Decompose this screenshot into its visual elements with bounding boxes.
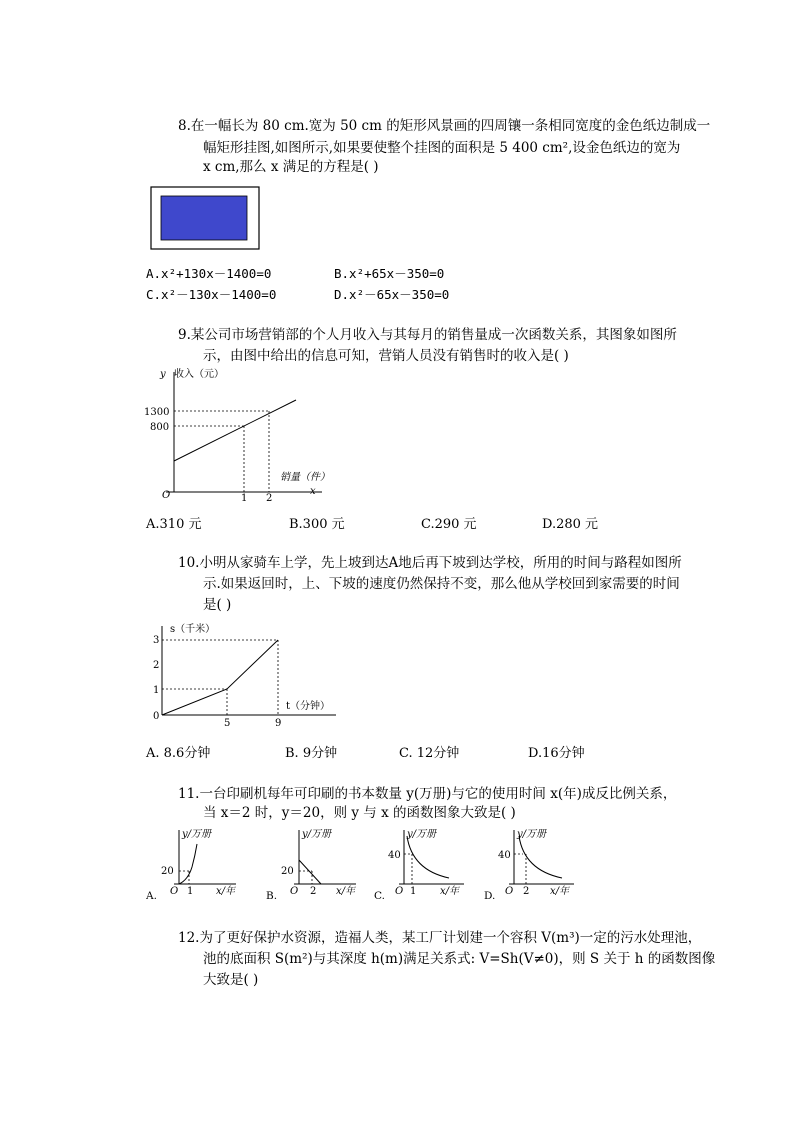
q11-graph-a-letter: A. bbox=[146, 890, 157, 902]
q11-graph-a-y-tick: 20 bbox=[161, 866, 174, 877]
q11-graph-d-x-label: x/年 bbox=[550, 886, 570, 897]
q12-line1: 12.为了更好保护水资源，造福人类，某工厂计划建一个容积 V(m³)一定的污水处理池， bbox=[178, 930, 702, 946]
q11-graph-b-y-label: y/万册 bbox=[302, 829, 332, 840]
q11-graph-d-x-tick: 2 bbox=[523, 886, 530, 897]
q9-y-axis-letter: y bbox=[160, 369, 166, 380]
q11-graph-b-letter: B. bbox=[266, 890, 278, 902]
q9-option-c[interactable]: C.290 元 bbox=[421, 517, 477, 532]
q12-line3: 大致是( ) bbox=[203, 972, 259, 988]
q8-picture bbox=[161, 196, 247, 240]
q11-graph-c-y-label: y/万册 bbox=[407, 829, 437, 840]
q11-graph-c-y-tick: 40 bbox=[388, 850, 401, 861]
q9-x-tick-1: 1 bbox=[241, 493, 248, 504]
q9-x-label: 销量（件） bbox=[280, 472, 330, 483]
q10-option-c[interactable]: C. 12分钟 bbox=[399, 746, 460, 761]
q11-graph-a-origin: O bbox=[170, 886, 179, 897]
q9-line2: 示，由图中给出的信息可知，营销人员没有销售时的收入是( ) bbox=[203, 348, 569, 364]
q11-graph-d-origin: O bbox=[505, 886, 514, 897]
q11-graph-a[interactable] bbox=[146, 822, 242, 904]
q10-y-tick-2: 2 bbox=[153, 660, 160, 671]
q9-income-line bbox=[174, 400, 296, 461]
q11-graph-b-x-tick: 2 bbox=[310, 886, 317, 897]
q9-y-tick-800: 800 bbox=[150, 422, 170, 433]
q10-line3: 是( ) bbox=[203, 597, 232, 613]
q11-graph-b[interactable] bbox=[266, 822, 362, 904]
q9-y-label: 收入（元） bbox=[174, 369, 224, 380]
q10-option-b[interactable]: B. 9分钟 bbox=[285, 746, 338, 761]
q9-y-tick-1300: 1300 bbox=[144, 407, 170, 418]
q10-y-label: s（千米） bbox=[170, 624, 216, 635]
q11-graph-c[interactable] bbox=[374, 822, 470, 904]
q10-y-tick-3: 3 bbox=[153, 635, 160, 646]
q11-graph-b-origin: O bbox=[290, 886, 299, 897]
q9-line1: 9.某公司市场营销部的个人月收入与其每月的销售量成一次函数关系，其图象如图所 bbox=[178, 327, 677, 343]
q11-graph-a-x-label: x/年 bbox=[216, 886, 236, 897]
q10-x-label: t（分钟） bbox=[286, 701, 331, 712]
q10-y-tick-0: 0 bbox=[153, 711, 160, 722]
q11-graph-d-curve bbox=[519, 836, 562, 878]
q11-graph-c-letter: C. bbox=[374, 890, 385, 902]
q8-option-c[interactable]: C.x²－130x－1400=0 bbox=[146, 287, 277, 302]
q11-graph-b-y-tick: 20 bbox=[281, 866, 294, 877]
q10-x-tick-5: 5 bbox=[224, 718, 231, 726]
q10-line1: 10.小明从家骑车上学，先上坡到达A地后再下坡到达学校，所用的时间与路程如图所 bbox=[178, 555, 682, 571]
q11-graph-d-y-tick: 40 bbox=[498, 850, 511, 861]
q9-x-tick-2: 2 bbox=[266, 493, 273, 504]
q10-line2: 示.如果返回时，上、下坡的速度仍然保持不变，那么他从学校回到家需要的时间 bbox=[203, 576, 680, 592]
q8-line3: x cm,那么 x 满足的方程是( ) bbox=[203, 159, 379, 175]
q11-graph-c-origin: O bbox=[395, 886, 404, 897]
q8-figure bbox=[148, 184, 264, 252]
q9-chart bbox=[142, 364, 342, 504]
q11-graph-b-line bbox=[299, 860, 321, 884]
q9-option-a[interactable]: A.310 元 bbox=[146, 517, 202, 532]
q8-option-a[interactable]: A.x²+130x－1400=0 bbox=[146, 266, 272, 281]
q11-graph-b-x-label: x/年 bbox=[336, 886, 356, 897]
q9-option-b[interactable]: B.300 元 bbox=[289, 517, 345, 532]
q8-line1: 8.在一幅长为 80 cm.宽为 50 cm 的矩形风景画的四周镶一条相同宽度的金色纸边制成一 bbox=[178, 118, 711, 134]
q10-option-d[interactable]: D.16分钟 bbox=[528, 746, 585, 761]
q10-option-a[interactable]: A. 8.6分钟 bbox=[146, 746, 211, 761]
q8-option-d[interactable]: D.x²－65x－350=0 bbox=[334, 287, 450, 302]
q10-x-tick-9: 9 bbox=[275, 718, 282, 726]
q10-route-line bbox=[162, 640, 278, 715]
q11-graph-a-y-label: y/万册 bbox=[182, 829, 212, 840]
q10-y-tick-1: 1 bbox=[153, 685, 160, 696]
q11-line1: 11.一台印刷机每年可印刷的书本数量 y(万册)与它的使用时间 x(年)成反比例关系， bbox=[178, 786, 677, 802]
q12-line2: 池的底面积 S(m²)与其深度 h(m)满足关系式: V=Sh(V≠0)，则 S 关于 h 的函数图像 bbox=[203, 951, 716, 967]
q11-graph-d[interactable] bbox=[484, 822, 580, 904]
q11-graph-a-curve bbox=[179, 844, 197, 884]
q9-origin: O bbox=[162, 490, 171, 501]
q10-chart bbox=[148, 620, 348, 726]
q11-graph-d-y-label: y/万册 bbox=[517, 829, 547, 840]
q9-x-axis-letter: x bbox=[310, 486, 316, 497]
q11-graph-a-x-tick: 1 bbox=[187, 886, 194, 897]
q11-line2: 当 x＝2 时，y＝20，则 y 与 x 的函数图象大致是( ) bbox=[203, 805, 516, 821]
q11-graph-c-x-tick: 1 bbox=[410, 886, 417, 897]
q8-line2: 幅矩形挂图,如图所示,如果要使整个挂图的面积是 5 400 cm²,设金色纸边的宽为 bbox=[203, 140, 681, 156]
q11-graph-c-curve bbox=[407, 836, 449, 878]
q9-option-d[interactable]: D.280 元 bbox=[542, 517, 599, 532]
q8-option-b[interactable]: B.x²+65x－350=0 bbox=[334, 266, 445, 281]
q11-graph-d-letter: D. bbox=[484, 890, 496, 902]
q11-graph-c-x-label: x/年 bbox=[440, 886, 460, 897]
